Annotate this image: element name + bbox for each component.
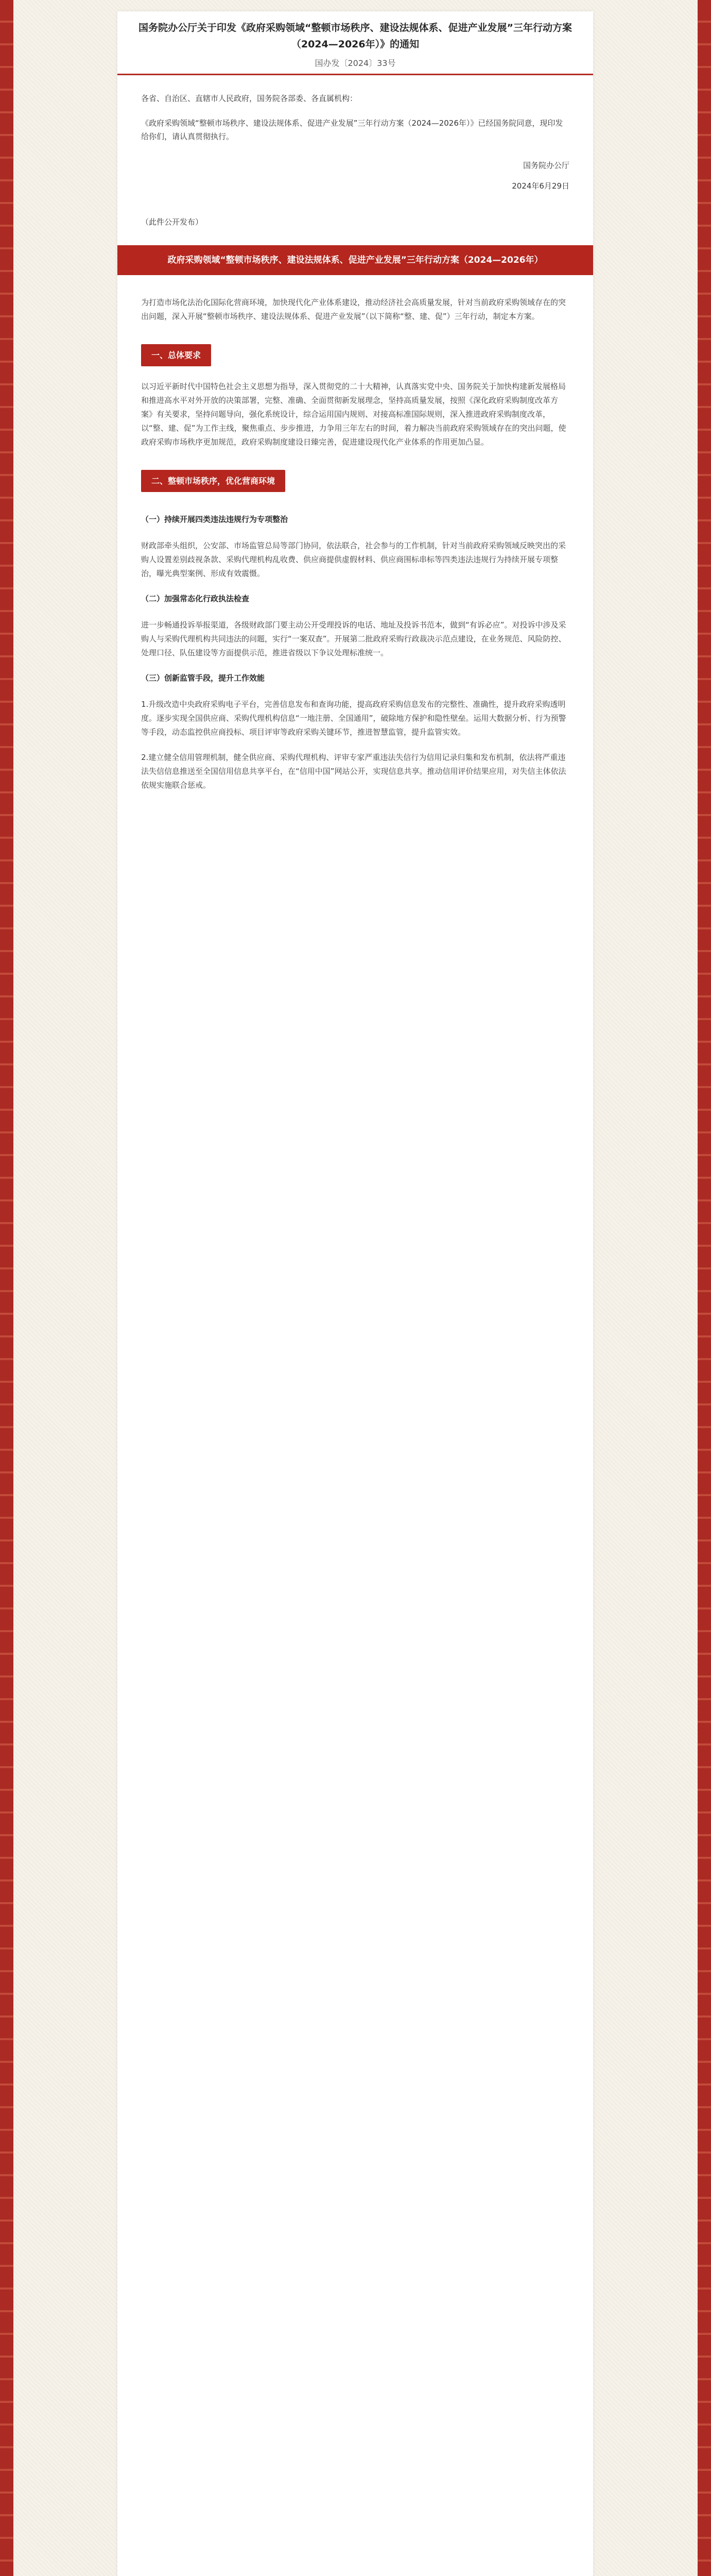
subsection-2-1-paragraph: 财政部牵头组织，公安部、市场监管总局等部门协同，依法联合，社会参与的工作机制，针对当前政府采购领域反映突出的采购人设置差别歧视条款、采购代理机构乱收费、供应商提供虚假材料、供应商围标串标等四类违法违规行为持续开展专项整治，曝光典型案例、形成有效震慑。 <box>141 541 566 578</box>
notice-signer: 国务院办公厅 <box>523 161 569 170</box>
title-divider <box>117 74 593 75</box>
plan-title-banner: 政府采购领域“整顿市场秩序、建设法规体系、促进产业发展”三年行动方案（2024—2026年） <box>117 245 593 275</box>
section-heading-2: 二、整顿市场秩序，优化营商环境 <box>141 470 285 492</box>
document-number: 国办发〔2024〕33号 <box>315 58 396 68</box>
right-decorative-border <box>698 0 711 2576</box>
subsection-heading-2-1: （一）持续开展四类违法违规行为专项整治 <box>141 515 288 524</box>
left-decorative-border <box>0 0 13 2576</box>
notice-block <box>141 92 569 229</box>
subsection-2-2-paragraph: 进一步畅通投诉举报渠道，各级财政部门要主动公开受理投诉的电话、地址及投诉书范本，做到“有诉必应”。对投诉中涉及采购人与采购代理机构共同违法的问题，实行“一案双查”。开展第二批政府采购行政裁决示范点建设，在业务规范、风险防控、处理口径、队伍建设等方面提供示范，推进省级以下争议处理标准统一。 <box>141 620 566 657</box>
notice-release-note: （此件公开发布） <box>141 217 203 227</box>
subsection-heading-2-3: （三）创新监管手段，提升工作效能 <box>141 673 265 683</box>
section-heading-1: 一、总体要求 <box>141 344 211 366</box>
plan-intro: 为打造市场化法治化国际化营商环境，加快现代化产业体系建设，推动经济社会高质量发展，针对当前政府采购领域存在的突出问题，深入开展“整顿市场秩序、建设法规体系、促进产业发展”（以下简称“整、建、促”）三年行动，制定本方案。 <box>141 298 566 321</box>
document-paper <box>117 11 593 2576</box>
plan-body <box>141 296 569 792</box>
subsection-heading-2-2: （二）加强常态化行政执法检查 <box>141 594 250 603</box>
document-title: 国务院办公厅关于印发《政府采购领域“整顿市场秩序、建设法规体系、促进产业发展”三年行动方案（2024—2026年）》的通知 <box>138 22 572 50</box>
notice-body: 《政府采购领域“整顿市场秩序、建设法规体系、促进产业发展”三年行动方案（2024—2026年）》已经国务院同意，现印发给你们，请认真贯彻执行。 <box>141 118 563 141</box>
subsection-2-3-paragraph-2: 2.建立健全信用管理机制，健全供应商、采购代理机构、评审专家严重违法失信行为信用记录归集和发布机制，依法将严重违法失信信息推送至全国信用信息共享平台，在“信用中国”网站公开，实现信息共享。推动信用评价结果应用，对失信主体依法依规实施联合惩戒。 <box>141 753 566 790</box>
subsection-2-3-paragraph-1: 1.升级改造中央政府采购电子平台，完善信息发布和查询功能，提高政府采购信息发布的完整性、准确性，提升政府采购透明度。逐步实现全国供应商、采购代理机构信息“一地注册、全国通用”，破除地方保护和隐性壁垒。运用大数据分析、行为预警等手段，动态监控供应商投标、项目评审等政府采购关键环节，推进智慧监管，提升监管实效。 <box>141 700 566 737</box>
notice-date: 2024年6月29日 <box>512 181 569 191</box>
section-1-paragraph: 以习近平新时代中国特色社会主义思想为指导，深入贯彻党的二十大精神，认真落实党中央、国务院关于加快构建新发展格局和推进高水平对外开放的决策部署，完整、准确、全面贯彻新发展理念，坚持高质量发展，按照《深化政府采购制度改革方案》有关要求，坚持问题导向，强化系统设计，综合运用国内规则、对接高标准国际规则，深入推进政府采购制度改革，以“整、建、促”为工作主线，聚焦重点、步步推进，力争用三年左右的时间，着力解决当前政府采购领域存在的突出问题，使政府采购市场秩序更加规范，政府采购制度建设日臻完善，促进建设现代化产业体系的作用更加凸显。 <box>141 382 566 447</box>
notice-addressee: 各省、自治区、直辖市人民政府，国务院各部委、各直属机构： <box>141 94 358 103</box>
